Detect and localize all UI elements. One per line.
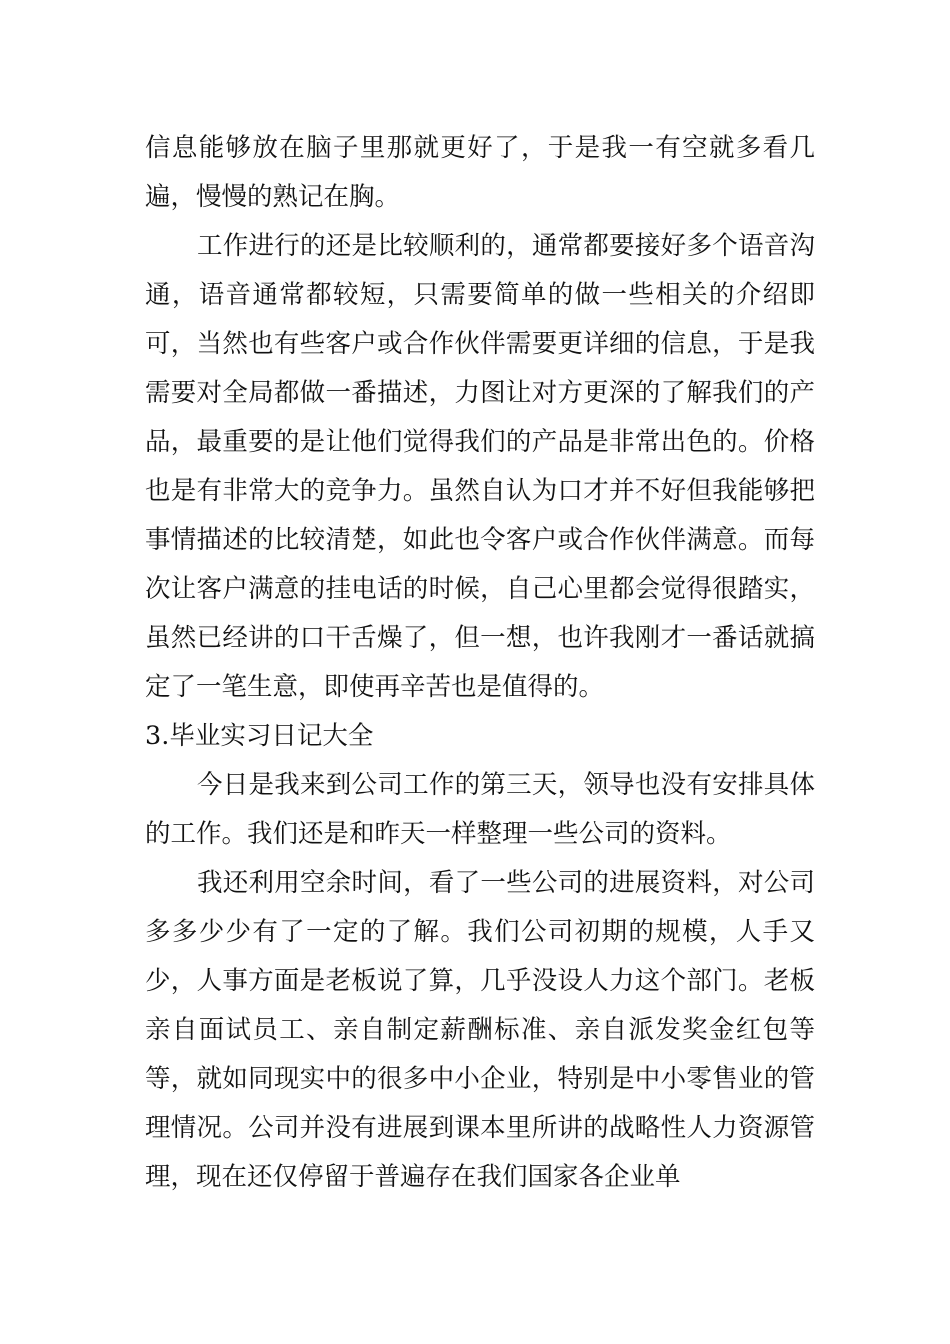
- paragraph-3: 今日是我来到公司工作的第三天，领导也没有安排具体的工作。我们还是和昨天一样整理一些公司的资料。: [145, 770, 815, 849]
- paragraph-2: 工作进行的还是比较顺利的，通常都要接好多个语音沟通，语音通常都较短，只需要简单的做一些相关的介绍即可，当然也有些客户或合作伙伴需要更详细的信息，于是我需要对全局都做一番描述，力图让对方更深的了解我们的产品，最重要的是让他们觉得我们的产品是非常出色的。价格也是有非常大的竞争力。虽然自认为口才并不好但我能够把事情描述的比较清楚，如此也令客户或合作伙伴满意。而每次让客户满意的挂电话的时候，自己心里都会觉得很踏实，虽然已经讲的口干舌燥了，但一想，也许我刚才一番话就搞定了一笔生意，即使再辛苦也是值得的。: [145, 231, 815, 702]
- section-heading: 3.毕业实习日记大全: [145, 721, 374, 751]
- paragraph-4: 我还利用空余时间，看了一些公司的进展资料，对公司多多少少有了一定的了解。我们公司初期的规模，人手又少，人事方面是老板说了算，几乎没设人力这个部门。老板亲自面试员工、亲自制定薪酬标准、亲自派发奖金红包等等，就如同现实中的很多中小企业，特别是中小零售业的管理情况。公司并没有进展到课本里所讲的战略性人力资源管理，现在还仅停留于普遍存在我们国家各企业单: [145, 868, 815, 1192]
- document-page: [145, 124, 815, 1202]
- paragraph-1: 信息能够放在脑子里那就更好了，于是我一有空就多看几遍，慢慢的熟记在胸。: [145, 133, 815, 212]
